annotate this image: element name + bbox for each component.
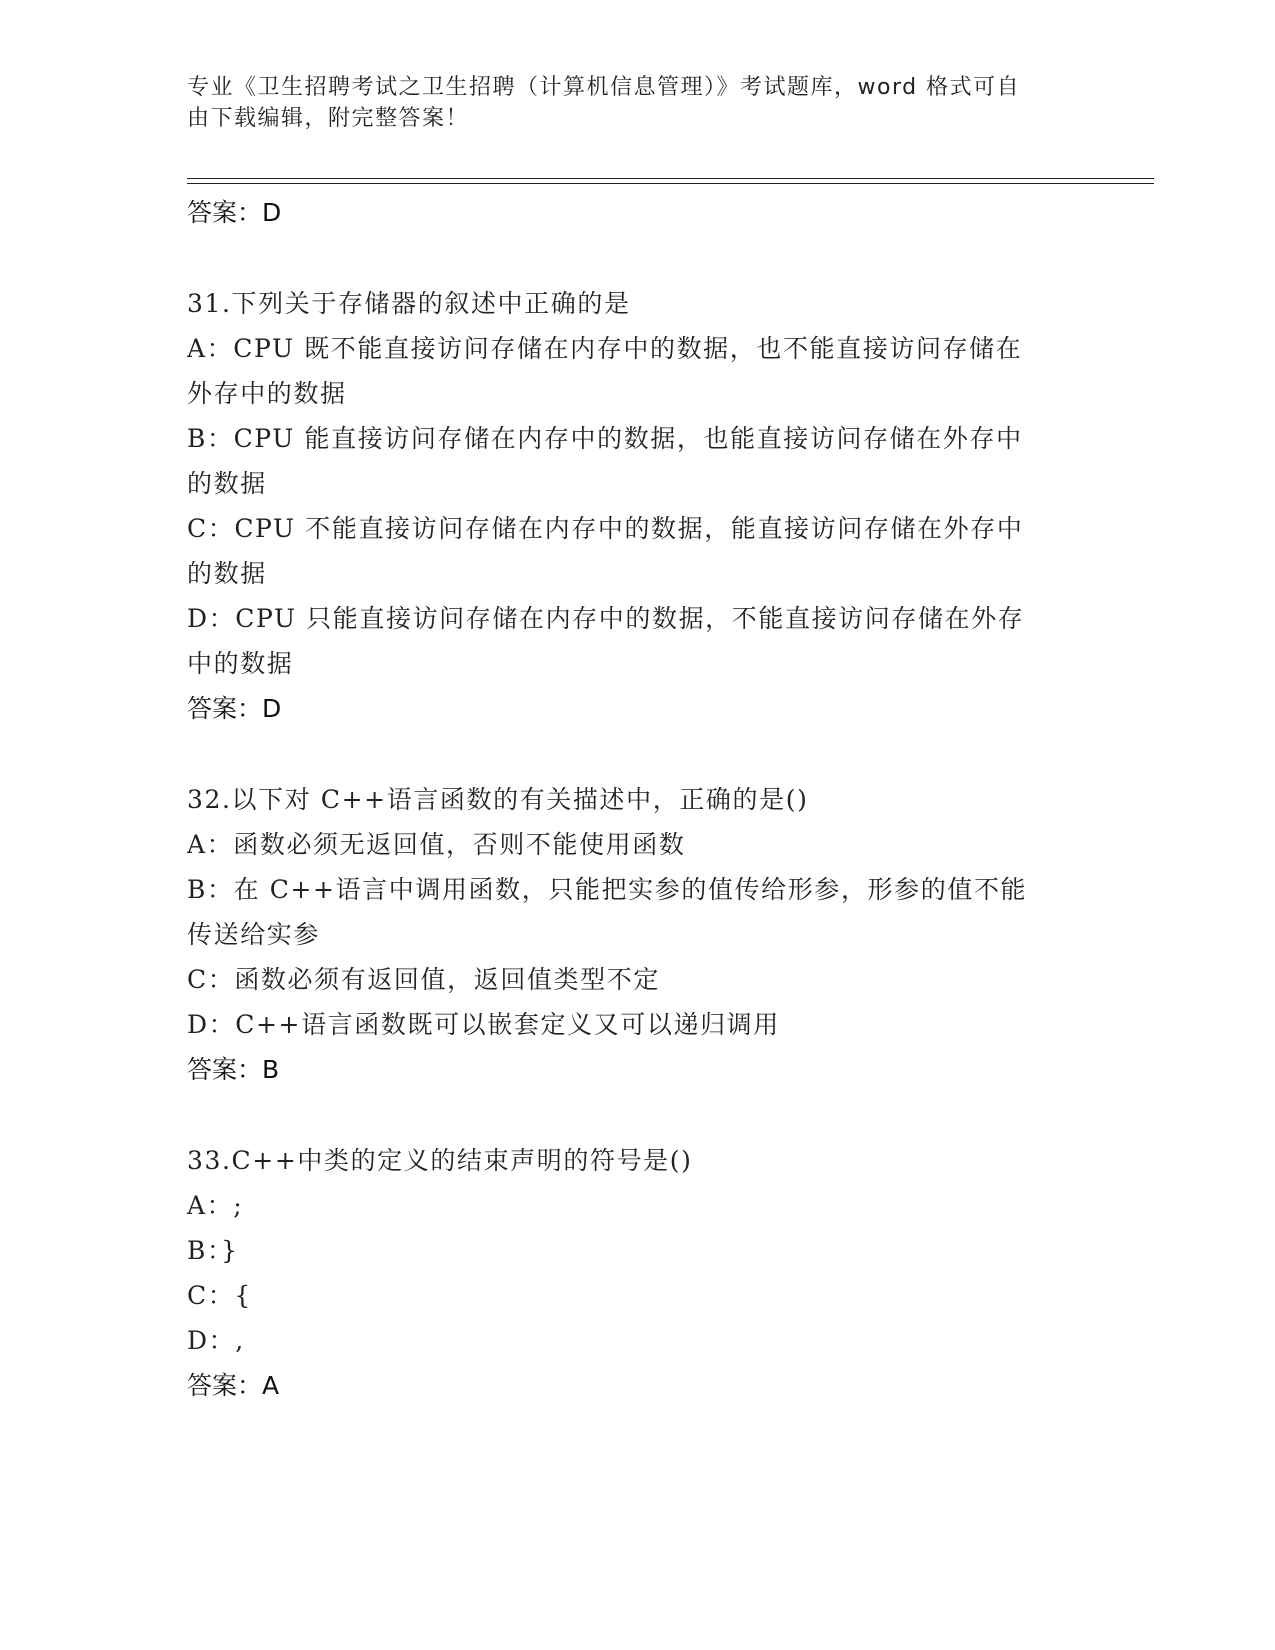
previous-answer: 答案：D [187,198,282,227]
option-line: 外存中的数据 [187,379,347,408]
option-line: 传送给实参 [187,920,321,949]
option-line: A：函数必须无返回值，否则不能使用函数 [187,830,686,859]
option-line: B：} [187,1236,239,1265]
option-line: 的数据 [187,559,267,588]
option-line: D：CPU 只能直接访问存储在内存中的数据，不能直接访问存储在外存 [187,604,1025,633]
option-line: C：{ [187,1281,252,1310]
option-line: A：CPU 既不能直接访问存储在内存中的数据，也不能直接访问存储在 [187,334,1023,363]
option-line: B：CPU 能直接访问存储在内存中的数据，也能直接访问存储在外存中 [187,424,1023,453]
option-line: B：在 C++语言中调用函数，只能把实参的值传给形参，形参的值不能 [187,875,1028,904]
option-line: A：; [187,1191,244,1220]
option-line: 中的数据 [187,649,294,678]
header-rule-bottom [187,183,1154,184]
question-stem: 31.下列关于存储器的叙述中正确的是 [187,289,631,318]
option-line: C：函数必须有返回值，返回值类型不定 [187,965,660,994]
question-stem: 33.C++中类的定义的结束声明的符号是() [187,1146,693,1175]
answer-line: 答案：D [187,694,282,723]
header-rule-top [187,178,1154,179]
answer-line: 答案：A [187,1371,280,1400]
question-33 [187,1138,1087,1408]
question-32 [187,777,1087,1092]
document-header [187,72,1067,134]
question-stem: 32.以下对 C++语言函数的有关描述中，正确的是() [187,785,809,814]
header-line-1: 专业《卫生招聘考试之卫生招聘（计算机信息管理）》考试题库，word 格式可自 [187,75,1021,100]
option-line: C：CPU 不能直接访问存储在内存中的数据，能直接访问存储在外存中 [187,514,1024,543]
answer-line: 答案：B [187,1055,280,1084]
question-31 [187,281,1087,731]
option-line: D：C++语言函数既可以嵌套定义又可以递归调用 [187,1010,780,1039]
document-body [187,190,1087,1408]
option-line: D：, [187,1326,245,1355]
header-line-2: 由下载编辑，附完整答案！ [187,106,470,131]
option-line: 的数据 [187,469,267,498]
